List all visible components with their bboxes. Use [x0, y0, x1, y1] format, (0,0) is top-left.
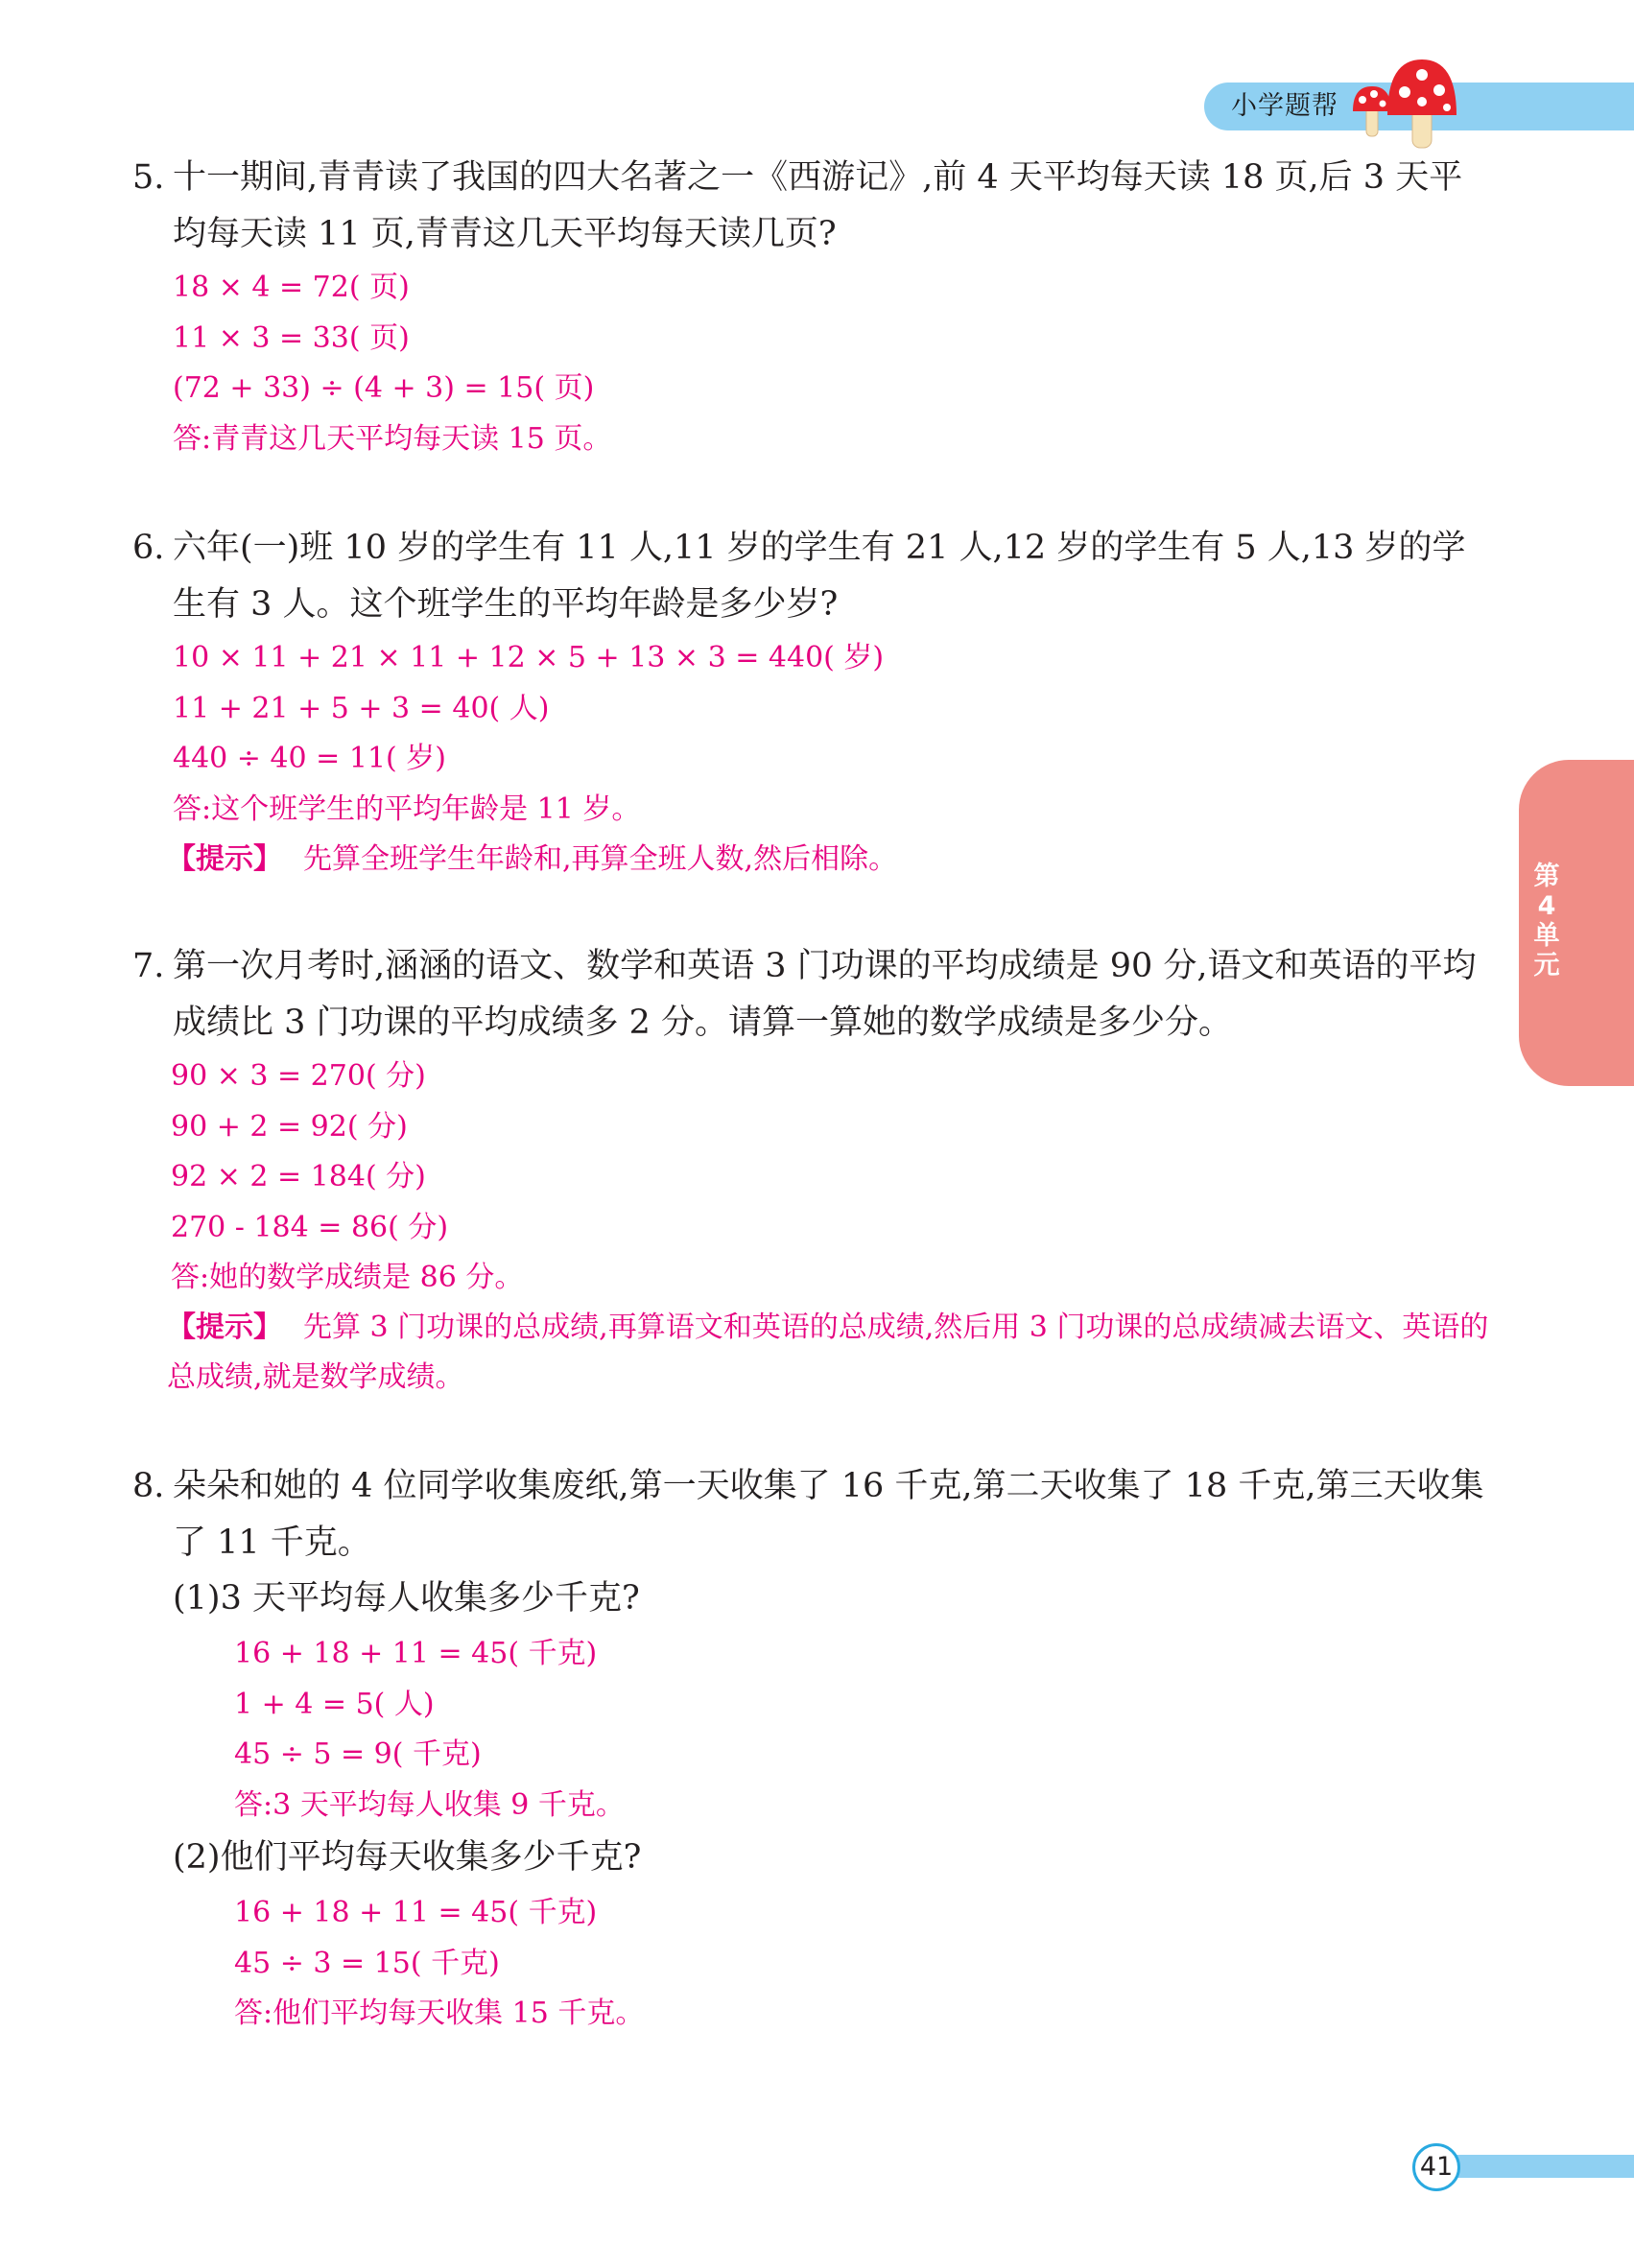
question-6 [132, 520, 1495, 633]
question-text: 第一次月考时,涵涵的语文、数学和英语 3 门功课的平均成绩是 90 分,语文和英语的平均成绩比 3 门功课的平均成绩多 2 分。请算一算她的数学成绩是多少分。 [173, 947, 1477, 1042]
answer-line: 90 + 2 = 92( 分) [171, 1109, 408, 1144]
hint-label: 【提示】 [167, 1311, 282, 1344]
hint-7 [167, 1303, 1491, 1403]
answer-line: 18 × 4 = 72( 页) [173, 271, 410, 304]
question-text: 六年(一)班 10 岁的学生有 11 人,11 岁的学生有 21 人,12 岁的学生有 5 人,13 岁的学生有 3 人。这个班学生的平均年龄是多少岁? [173, 529, 1466, 624]
question-7 [132, 938, 1495, 1051]
answer-block-7 [171, 1051, 523, 1304]
hint-6 [167, 835, 1491, 885]
answer-line: 答:他们平均每天收集 15 千克。 [234, 1996, 645, 2031]
sub-question-1: (1)3 天平均每人收集多少千克? [173, 1579, 640, 1618]
question-8 [132, 1458, 1495, 1571]
answer-line: 10 × 11 + 21 × 11 + 12 × 5 + 13 × 3 = 440( 岁) [173, 641, 885, 674]
answer-line: 答:她的数学成绩是 86 分。 [171, 1261, 524, 1295]
answer-block-6 [173, 633, 884, 835]
question-number: 7. [132, 947, 165, 985]
answer-line: 11 + 21 + 5 + 3 = 40( 人) [173, 691, 550, 725]
question-text: 十一期间,青青读了我国的四大名著之一《西游记》,前 4 天平均每天读 18 页,后 3 天平均每天读 11 页,青青这几天平均每天读几页? [173, 158, 1463, 253]
answer-line: 440 ÷ 40 = 11( 岁) [173, 742, 446, 776]
hint-text: 先算 3 门功课的总成绩,再算语文和英语的总成绩,然后用 3 门功课的总成绩减去语文、英语的总成绩,就是数学成绩。 [167, 1311, 1489, 1394]
answer-line: 答:这个班学生的平均年龄是 11 岁。 [173, 791, 641, 826]
answer-line: 90 × 3 = 270( 分) [171, 1059, 426, 1093]
answer-block-8-2 [234, 1888, 644, 2040]
unit-side-tab-label: 第4单元 [1533, 862, 1560, 980]
question-text: 朵朵和她的 4 位同学收集废纸,第一天收集了 16 千克,第二天收集了 18 千克,第三天收集了 11 千克。 [173, 1467, 1484, 1562]
answer-line: 16 + 18 + 11 = 45( 千克) [234, 1896, 598, 1929]
question-5 [132, 150, 1495, 263]
answer-line: 270 - 184 = 86( 分) [171, 1210, 449, 1244]
answer-line: 45 ÷ 3 = 15( 千克) [234, 1946, 500, 1980]
answer-line: 答:3 天平均每人收集 9 千克。 [234, 1787, 625, 1822]
question-number: 6. [132, 529, 165, 567]
answer-line: 45 ÷ 5 = 9( 千克) [234, 1737, 482, 1772]
page-number-bar [1439, 2155, 1634, 2178]
answer-line: (72 + 33) ÷ (4 + 3) = 15( 页) [173, 371, 595, 406]
answer-line: 92 × 2 = 184( 分) [171, 1160, 426, 1194]
question-number: 8. [132, 1467, 165, 1505]
answer-line: 11 × 3 = 33( 页) [173, 320, 410, 355]
answer-block-8-1 [234, 1629, 625, 1831]
question-number: 5. [132, 158, 165, 197]
mushroom-icon [1351, 54, 1476, 150]
answer-line: 16 + 18 + 11 = 45( 千克) [234, 1637, 598, 1670]
answer-line: 答:青青这几天平均每天读 15 页。 [173, 421, 612, 456]
sub-question-2: (2)他们平均每天收集多少千克? [173, 1838, 642, 1877]
answer-line: 1 + 4 = 5( 人) [234, 1687, 435, 1721]
hint-label: 【提示】 [167, 842, 282, 876]
header-title: 小学题帮 [1231, 91, 1338, 121]
hint-text: 先算全班学生年龄和,再算全班人数,然后相除。 [303, 842, 898, 876]
page-number: 41 [1412, 2143, 1460, 2191]
answer-block-5 [173, 263, 611, 464]
